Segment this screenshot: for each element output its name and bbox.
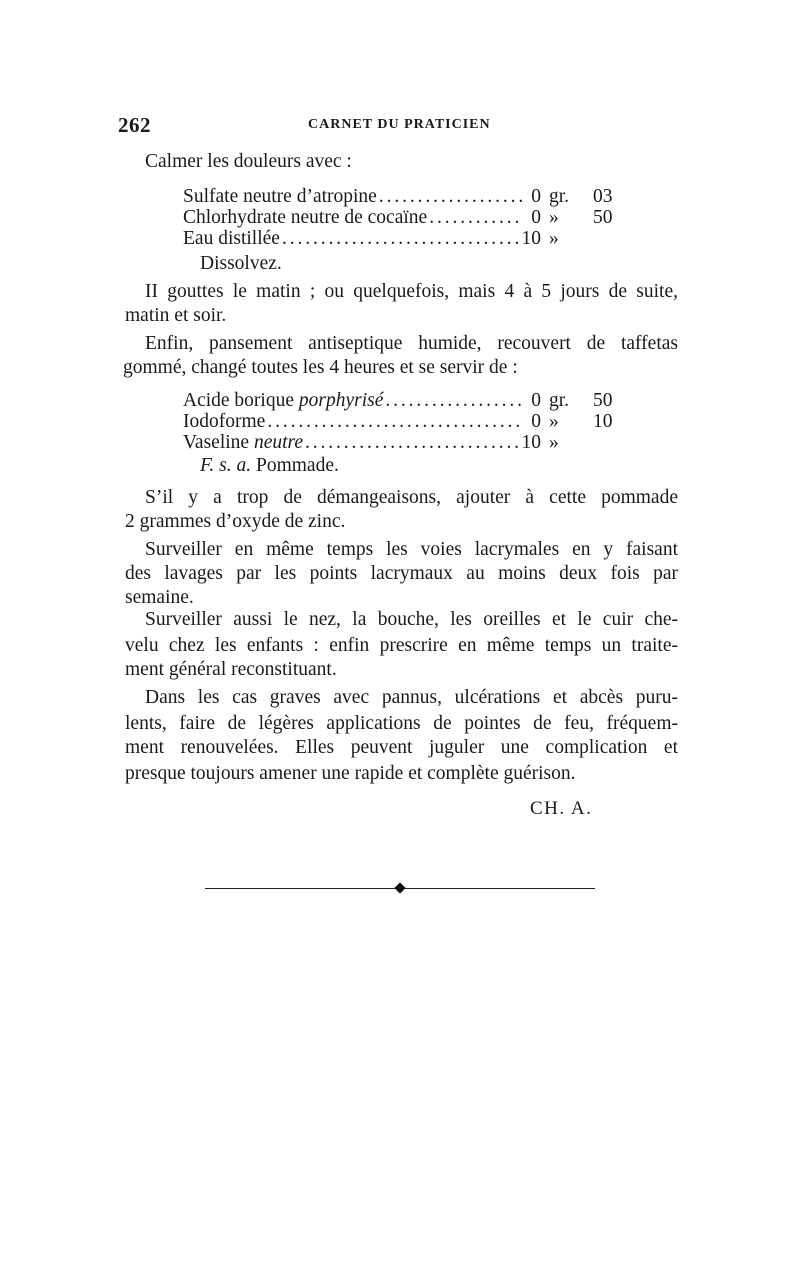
dose-unit: »: [549, 432, 559, 453]
paragraph-line: gommé, changé toutes les 4 heures et se servir de :: [123, 357, 518, 378]
paragraph-line: ment renouvelées. Elles peuvent juguler une complication et: [125, 737, 678, 758]
page-number: 262: [118, 113, 151, 137]
formula-table-2: [183, 390, 633, 453]
ingredient-name: Sulfate neutre d’atropine: [183, 186, 377, 207]
dose-unit: gr.: [549, 390, 570, 411]
dose-integer: 10: [521, 228, 541, 249]
paragraph-line: presque toujours amener une rapide et complète guérison.: [125, 763, 576, 784]
paragraph-line: Dans les cas graves avec pannus, ulcérations et abcès puru-: [145, 687, 678, 708]
paragraph-line: velu chez les enfants : enfin prescrire en même temps un traite-: [125, 635, 678, 656]
ingredient-name: Acide borique: [183, 390, 295, 411]
formula-row: [183, 411, 633, 432]
paragraph-line: semaine.: [125, 587, 194, 608]
paragraph-line: Surveiller en même temps les voies lacrymales en y faisant: [145, 539, 678, 560]
dose-integer: 0: [531, 207, 541, 228]
paragraph-line: Enfin, pansement antiseptique humide, recouvert de taffetas: [145, 333, 678, 354]
paragraph-line: ment général reconstituant.: [125, 659, 337, 680]
instruction-text: Pommade.: [256, 455, 339, 476]
dose-integer: 0: [531, 186, 541, 207]
paragraph-line: matin et soir.: [125, 305, 227, 326]
ingredient-name: Eau distillée: [183, 228, 280, 249]
paragraph-line: lents, faire de légères applications de pointes de feu, fréquem-: [125, 713, 678, 734]
ingredient-qualifier: neutre: [253, 432, 304, 453]
running-head: [118, 113, 678, 137]
paragraph-line: 2 grammes d’oxyde de zinc.: [125, 511, 346, 532]
dose-decimal: 10: [593, 411, 613, 432]
author-signature: CH. A.: [530, 798, 593, 819]
dose-unit: »: [549, 228, 559, 249]
instruction-abbr: F. s. a.: [200, 455, 252, 476]
running-title: CARNET DU PRATICIEN: [308, 117, 491, 132]
dose-unit: »: [549, 411, 559, 432]
instruction-line: Dissolvez.: [200, 253, 282, 274]
formula-row: [183, 228, 633, 249]
formula-table-1: [183, 186, 633, 249]
dose-integer: 0: [531, 411, 541, 432]
dose-decimal: 03: [593, 186, 613, 207]
dose-decimal: 50: [593, 207, 613, 228]
dose-unit: »: [549, 207, 559, 228]
formula-row: [183, 390, 633, 411]
end-rule-right: [404, 888, 595, 889]
formula-row: [183, 432, 633, 453]
paragraph-line: S’il y a trop de démangeaisons, ajouter à cette pommade: [145, 487, 678, 508]
formula-row: [183, 186, 633, 207]
dose-unit: gr.: [549, 186, 570, 207]
paragraph-line: II gouttes le matin ; ou quelquefois, mais 4 à 5 jours de suite,: [145, 281, 678, 302]
ingredient-name: Chlorhydrate neutre de cocaïne: [183, 207, 428, 228]
end-rule-left: [205, 888, 397, 889]
paragraph-line: Surveiller aussi le nez, la bouche, les oreilles et le cuir che-: [145, 609, 678, 630]
instruction-line: [200, 454, 339, 478]
paragraph-line: des lavages par les points lacrymaux au moins deux fois par: [125, 563, 678, 584]
ingredient-name: Iodoforme: [183, 411, 266, 432]
dose-integer: 10: [521, 432, 541, 453]
formula-row: [183, 207, 633, 228]
ingredient-qualifier: porphyrisé: [298, 390, 384, 411]
intro-line: Calmer les douleurs avec :: [145, 151, 352, 172]
dose-decimal: 50: [593, 390, 613, 411]
ingredient-name: Vaseline: [183, 432, 250, 453]
dose-integer: 0: [531, 390, 541, 411]
